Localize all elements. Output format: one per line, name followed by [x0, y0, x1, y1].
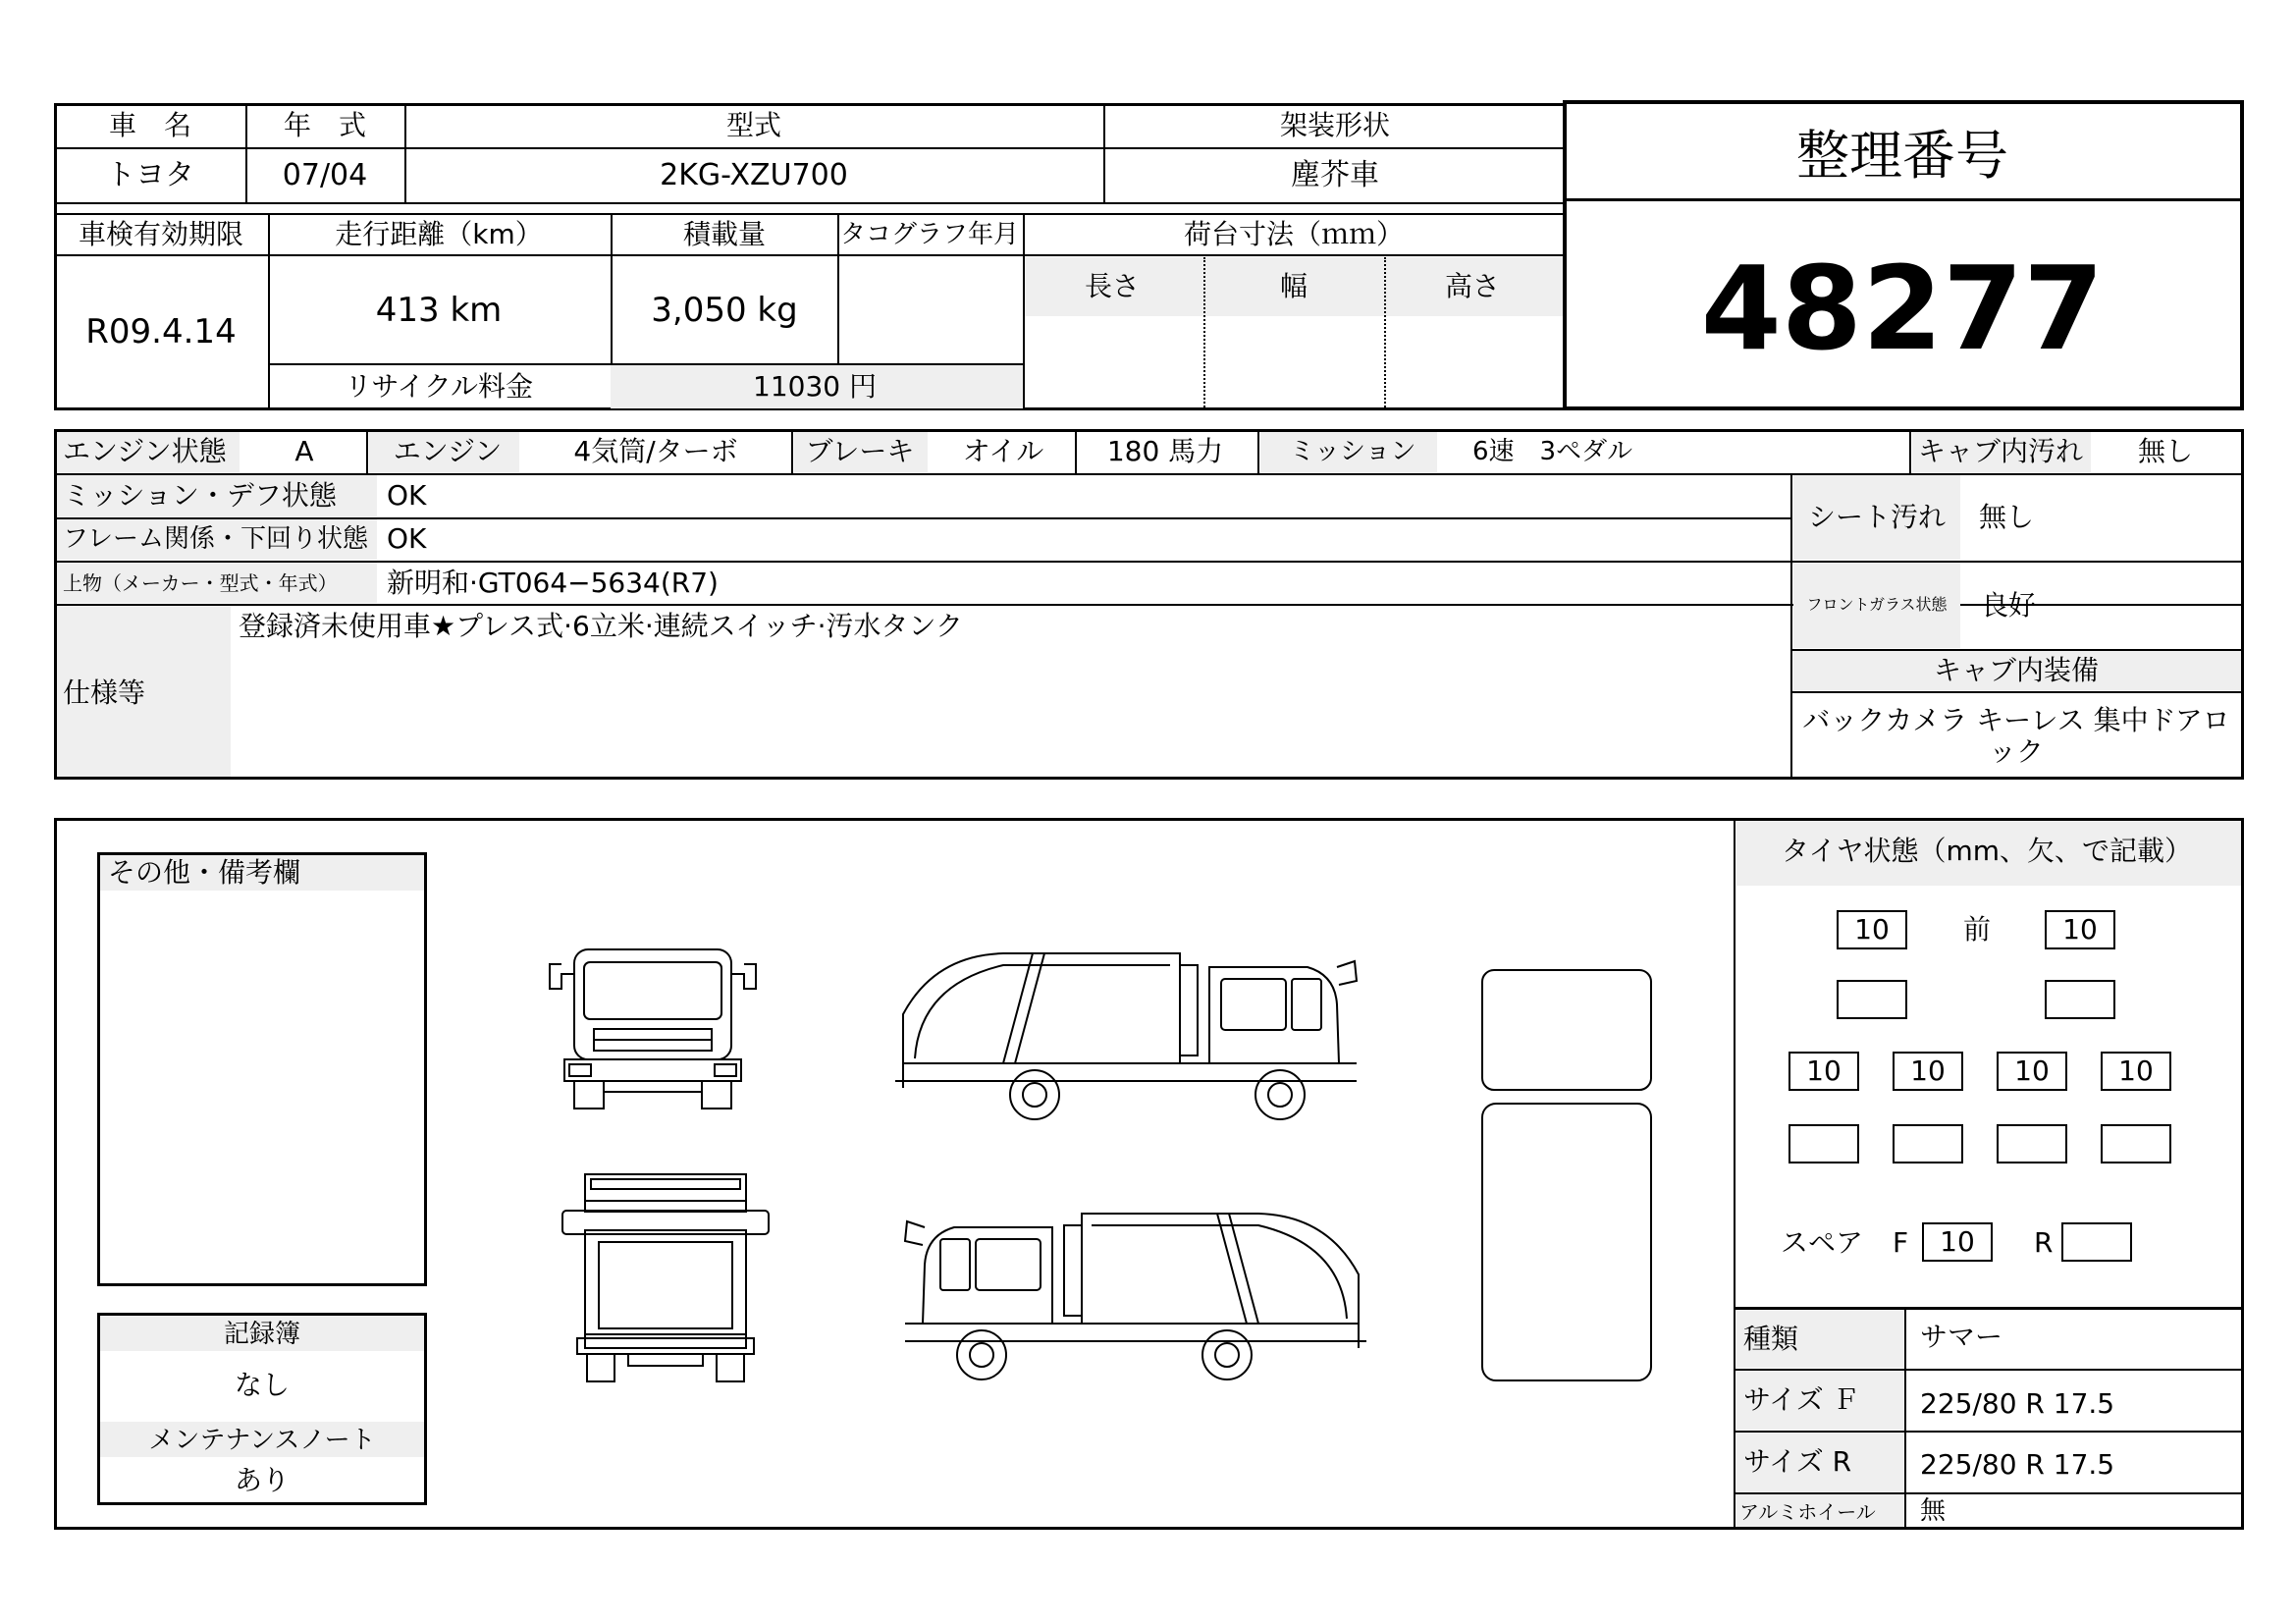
frame-label: フレーム関係・下回り状態 — [63, 524, 368, 554]
model-value: 2KG-XZU700 — [660, 158, 848, 192]
record-label: 記録簿 — [223, 1320, 301, 1349]
tire-front-left-inner — [1837, 980, 1907, 1019]
maintenance-value: あり — [234, 1464, 291, 1496]
seat-dirt-value: 無し — [1979, 501, 2035, 533]
mission-diff-label: ミッション・デフ状態 — [63, 479, 337, 512]
tire-rear-inner-1 — [1789, 1124, 1859, 1163]
mission-diff-value: OK — [387, 479, 427, 512]
cab-equipment-line-1: バックカメラ キーレス 集中ドアロ — [1802, 704, 2230, 736]
body-type-value: 塵芥車 — [1291, 158, 1379, 192]
cab-equipment-line-2: ック — [1988, 735, 2045, 768]
header-year: 年 式 — [283, 109, 367, 141]
record-value: なし — [234, 1369, 291, 1401]
maintenance-label: メンテナンスノート — [148, 1426, 376, 1455]
upper-body-label: 上物（メーカー・型式・年式） — [63, 571, 338, 595]
remarks-label: その他・備考欄 — [108, 856, 301, 889]
windshield-label: フロントガラス状態 — [1806, 595, 1948, 614]
tire-rear-4: 10 — [2101, 1052, 2171, 1091]
tire-front-right: 10 — [2045, 910, 2115, 949]
engine-value: 4気筒/ターボ — [573, 435, 738, 467]
header-cargo-length: 長さ — [1084, 270, 1141, 302]
tire-size-front-label: サイズ Ｆ — [1743, 1383, 1860, 1416]
engine-label: エンジン — [393, 435, 503, 467]
front-label: 前 — [1962, 913, 1992, 946]
header-tachograph: タコグラフ年月 — [839, 220, 1020, 249]
cab-equipment-label: キャブ内装備 — [1933, 654, 2100, 686]
reference-label: 整理番号 — [1796, 125, 2008, 187]
alumi-wheel-label: アルミホイール — [1739, 1500, 1876, 1524]
spare-r-label: R — [2034, 1226, 2054, 1259]
tire-rear-1: 10 — [1789, 1052, 1859, 1091]
reference-number: 48277 — [1700, 241, 2105, 376]
inspection-value: R09.4.14 — [85, 312, 237, 352]
header-car-name: 車 名 — [108, 109, 192, 141]
header-capacity: 積載量 — [682, 218, 767, 250]
recycle-value: 11030 円 — [753, 370, 877, 403]
header-model: 型式 — [725, 109, 782, 141]
header-cargo-width: 幅 — [1279, 270, 1308, 302]
tire-front-left: 10 — [1837, 910, 1907, 949]
truck-rear-icon — [558, 1171, 774, 1385]
mission-value: 6速 3ペダル — [1472, 437, 1633, 466]
capacity-value: 3,050 kg — [651, 291, 798, 330]
tire-kind-label: 種類 — [1743, 1323, 1799, 1355]
cargo-top-view-icon — [1480, 968, 1653, 1382]
spare-f-label: F — [1893, 1226, 1909, 1259]
engine-state-label: エンジン状態 — [63, 435, 227, 467]
mission-label: ミッション — [1289, 437, 1416, 466]
spec-value: 登録済未使用車★プレス式·6立米·連続スイッチ·汚水タンク — [239, 610, 963, 642]
tire-rear-inner-3 — [1997, 1124, 2067, 1163]
tire-size-rear-label: サイズ R — [1743, 1445, 1852, 1478]
header-body-type: 架装形状 — [1279, 109, 1391, 141]
tire-rear-inner-2 — [1893, 1124, 1963, 1163]
tire-kind-value: サマー — [1920, 1321, 2003, 1353]
tire-front-right-inner — [2045, 980, 2115, 1019]
truck-front-icon — [540, 945, 766, 1111]
spare-label: スペア — [1781, 1226, 1864, 1259]
horsepower-value: 180 馬力 — [1106, 435, 1224, 467]
tire-rear-inner-4 — [2101, 1124, 2171, 1163]
brake-value: オイル — [962, 435, 1044, 467]
seat-dirt-label: シート汚れ — [1807, 501, 1947, 533]
year-value: 07/04 — [282, 158, 368, 192]
tire-rear-3: 10 — [1997, 1052, 2067, 1091]
engine-state-value: A — [294, 435, 314, 467]
mileage-value: 413 km — [375, 291, 503, 330]
truck-right-side-icon — [895, 1206, 1366, 1382]
alumi-wheel-value: 無 — [1920, 1496, 1947, 1526]
spare-r-value — [2061, 1222, 2132, 1262]
header-cargo-dimensions: 荷台寸法（ｍｍ） — [1183, 218, 1405, 250]
remarks-box — [97, 852, 427, 1286]
header-inspection: 車検有効期限 — [78, 218, 244, 250]
cab-dirt-label: キャブ内汚れ — [1917, 435, 2084, 467]
upper-body-value: 新明和·GT064−5634(R7) — [387, 567, 719, 599]
frame-value: OK — [387, 522, 427, 555]
windshield-value: 良好 — [1981, 589, 2037, 622]
tire-size-rear-value: 225/80 R 17.5 — [1920, 1448, 2115, 1481]
tire-condition-label: タイヤ状態（mm、欠、で記載） — [1782, 835, 2192, 867]
tire-size-front-value: 225/80 R 17.5 — [1920, 1387, 2115, 1420]
truck-left-side-icon — [895, 946, 1366, 1122]
car-name-value: トヨタ — [106, 158, 194, 192]
cab-dirt-value: 無し — [2137, 435, 2194, 467]
header-mileage: 走行距離（km） — [335, 218, 543, 250]
brake-label: ブレーキ — [805, 435, 915, 467]
spec-label: 仕様等 — [63, 676, 146, 709]
recycle-label: リサイクル料金 — [344, 370, 534, 403]
spare-f-value: 10 — [1922, 1222, 1993, 1262]
tire-rear-2: 10 — [1893, 1052, 1963, 1091]
header-cargo-height: 高さ — [1444, 270, 1501, 302]
